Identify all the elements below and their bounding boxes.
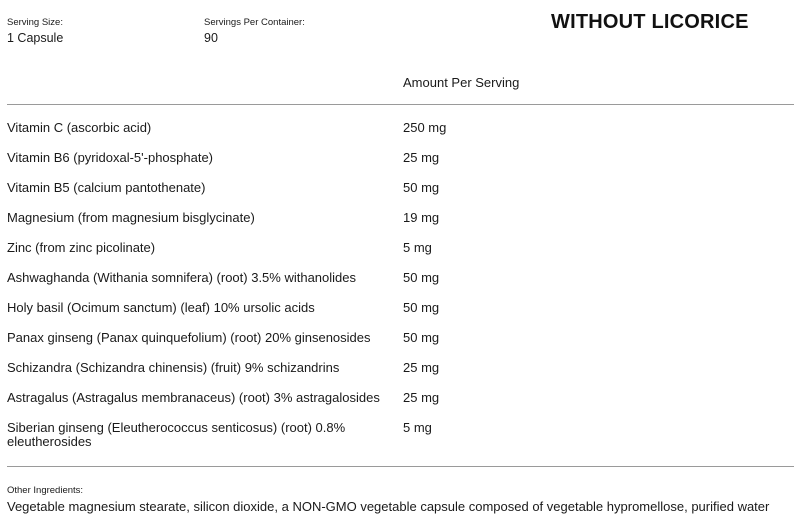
ingredient-row	[7, 119, 794, 149]
ingredient-row	[7, 239, 794, 269]
ingredient-amount: 25 mg	[403, 150, 440, 165]
ingredient-row	[7, 329, 794, 359]
ingredient-amount: 50 mg	[403, 300, 440, 315]
ingredient-row	[7, 389, 794, 419]
ingredient-amount: 50 mg	[403, 270, 440, 285]
ingredient-row	[7, 149, 794, 179]
ingredient-name: Zinc (from zinc picolinate)	[7, 240, 156, 255]
ingredient-table	[7, 119, 794, 449]
ingredient-row	[7, 269, 794, 299]
ingredient-amount: 5 mg	[403, 240, 432, 255]
bottom-divider	[7, 466, 794, 467]
ingredient-amount: 250 mg	[403, 120, 447, 135]
ingredient-name: Vitamin B6 (pyridoxal-5'-phosphate)	[7, 150, 214, 165]
ingredient-amount: 50 mg	[403, 180, 440, 195]
ingredient-amount: 5 mg	[403, 420, 432, 435]
ingredient-name: Siberian ginseng (Eleutherococcus senticosus) (root) 0.8% eleutherosides	[7, 420, 346, 449]
ingredient-row	[7, 209, 794, 239]
ingredient-name: Ashwaghanda (Withania somnifera) (root) 3.5% withanolides	[7, 270, 357, 285]
ingredient-amount: 25 mg	[403, 360, 440, 375]
ingredient-name: Vitamin B5 (calcium pantothenate)	[7, 180, 206, 195]
variant-heading: WITHOUT LICORICE	[551, 11, 749, 33]
servings-per-container-label: Servings Per Container:	[204, 17, 305, 28]
servings-per-container-value: 90	[204, 31, 218, 45]
ingredient-name: Vitamin C (ascorbic acid)	[7, 120, 152, 135]
amount-per-serving-header: Amount Per Serving	[403, 75, 520, 90]
other-ingredients-text: Vegetable magnesium stearate, silicon dioxide, a NON-GMO vegetable capsule composed of vegetable hypromellose, purified water	[7, 499, 770, 514]
ingredient-row	[7, 299, 794, 329]
ingredient-amount: 50 mg	[403, 330, 440, 345]
serving-size-value: 1 Capsule	[7, 31, 64, 45]
other-ingredients-label: Other Ingredients:	[7, 485, 84, 496]
ingredient-name: Holy basil (Ocimum sanctum) (leaf) 10% ursolic acids	[7, 300, 315, 315]
serving-size-label: Serving Size:	[7, 17, 63, 28]
ingredient-name: Astragalus (Astragalus membranaceus) (root) 3% astragalosides	[7, 390, 380, 405]
ingredient-name: Schizandra (Schizandra chinensis) (fruit) 9% schizandrins	[7, 360, 340, 375]
ingredient-amount: 25 mg	[403, 390, 440, 405]
top-divider	[7, 104, 794, 105]
ingredient-row	[7, 179, 794, 209]
ingredient-row	[7, 359, 794, 389]
ingredient-name: Panax ginseng (Panax quinquefolium) (root) 20% ginsenosides	[7, 330, 371, 345]
ingredient-amount: 19 mg	[403, 210, 440, 225]
ingredient-name: Magnesium (from magnesium bisglycinate)	[7, 210, 255, 225]
ingredient-row	[7, 419, 794, 449]
